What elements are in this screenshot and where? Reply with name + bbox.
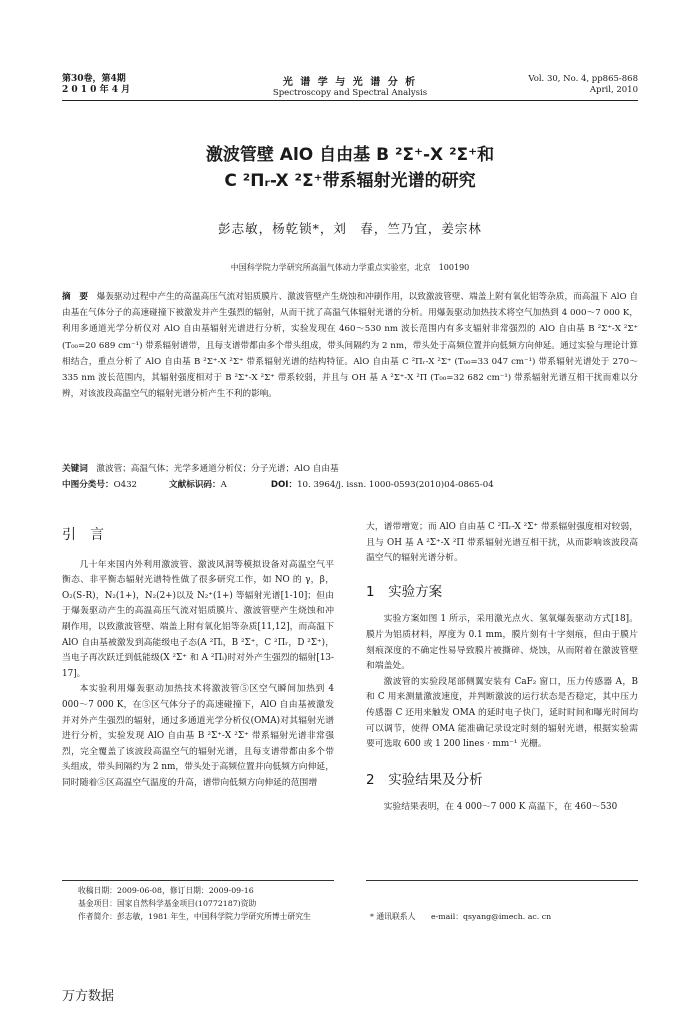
footnotes	[78, 884, 368, 923]
title-line-2: C ²Πᵣ-X ²Σ⁺带系辐射光谱的研究	[224, 171, 476, 191]
footnote-corresponding: * 通讯联系人 e-mail：qsyang@imech. ac. cn	[370, 912, 552, 921]
right-column	[366, 520, 638, 816]
header-rule	[62, 100, 638, 101]
intro-paragraph-1: 几十年来国内外利用激波管、激波风洞等模拟设备对高温空气平衡态、非平衡态辐射光谱特性做了很多研究工作，如 NO 的 γ，β，O₂(S-R)，N₂(1+)，N₂(2+)以及 N₂⁺(1+) 等辐射光谱[1-10]；但由于爆轰驱动产生的高温高压气流对铝质膜片、激波管壁产生烧蚀和冲刷作用，以致激波管壁、端盖上附有氧化铝等杂质[11,12]，而高温下 AlO 自由基被激发到高能级电子态(A ²Πᵢ，B ²Σ⁺，C ²Πᵣ，D ²Σ⁺)，当电子再次跃迁到低能级(X ²Σ⁺ 和 A ²Πᵢ)时对外产生强烈的辐射[13-17]。	[62, 559, 334, 679]
title-line-1: 激波管壁 AlO 自由基 B ²Σ⁺-X ²Σ⁺和	[205, 145, 495, 165]
clc-label: 中图分类号：	[62, 480, 114, 490]
abstract-label: 摘 要	[62, 292, 88, 302]
footnote-bio: 作者简介：彭志敏，1981 年生，中国科学院力学研究所博士研究生	[78, 912, 311, 921]
left-column	[62, 528, 334, 792]
section1-paragraph-2: 激波管的实验段尾部侧翼安装有 CaF₂ 窗口，压力传感器 A，B 和 C 用来测量激波速度，并判断激波的运行状态是否稳定，其中压力传感器 C 还用来触发 OMA 的延时电子快门，延时时间和曝光时间均可以调节，使得 OMA 能准确记录设定时刻的辐射光谱，根据实验需要可选取 600 或 1 200 lines · mm⁻¹ 光栅。	[366, 676, 638, 750]
journal-cn: 光 谱 学 与 光 谱 分 析	[282, 77, 418, 88]
keywords-text: 激波管；高温气体；光学多通道分析仪；分子光谱；AlO 自由基	[96, 464, 339, 474]
abstract-text: 爆轰驱动过程中产生的高温高压气流对铝质膜片、激波管壁产生烧蚀和冲刷作用，以致激波管壁、端盖上附有氧化铝等杂质，而高温下 AlO 自由基在气体分子的高速碰撞下被激发并产生强烈的辐射，从而干扰了高温气体辐射光谱的分析。用爆轰驱动加热技术将空气加热到 4 000～7 000 K，利用多通道光学分析仪对 AlO 自由基辐射光谱进行分析，实验发现在 460～530 nm 波长范围内有多支辐射非常强烈的 AlO 自由基 B ²Σ⁺-X ²Σ⁺ (T₀₀=20 689 cm⁻¹) 带系辐射谱带，且每支谱带都由多个带头组成，带头间隔约为 2 nm，带头处于高频位置并向低频方向伸延。通过实验与理论计算相结合，重点分析了 AlO 自由基 B ²Σ⁺-X ²Σ⁺ 带系辐射光谱的结构特征。AlO 自由基 C ²Πᵣ-X ²Σ⁺ (T₀₀=33 047 cm⁻¹) 带系辐射光谱处于 270～335 nm 波长范围内，其辐射强度相对于 B ²Σ⁺-X ²Σ⁺ 带系较弱，并且与 OH 基 A ²Σ⁺-X ²Π (T₀₀=32 682 cm⁻¹) 带系辐射光谱互相干扰而难以分辨，对该波段高温空气的辐射光谱分析产生不利的影响。	[62, 292, 638, 400]
footnote-funding: 基金项目：国家自然科学基金项目(10772187)资助	[78, 899, 257, 908]
paper-title	[0, 142, 700, 194]
header-volume-en	[528, 74, 638, 96]
section1-paragraph-1: 实验方案如图 1 所示，采用激光点火、氢氧爆轰驱动方式[18]。膜片为铝质材料，厚度为 0.1 mm，膜片刻有十字刻痕，但由于膜片刻痕深度的不确定性易导致膜片被撕碎、烧蚀，从而附着在激波管壁和端盖处。	[366, 614, 638, 672]
footnote-received: 收稿日期：2009-06-08，修订日期：2009-09-16	[78, 886, 254, 895]
intro-heading: 引 言	[62, 527, 104, 543]
doi: 10. 3964/j. issn. 1000-0593(2010)04-0865-04	[297, 480, 494, 490]
intro-continuation: 大，谱带增宽；而 AlO 自由基 C ²Πᵣ-X ²Σ⁺ 带系辐射强度相对较弱，且与 OH 基 A ²Σ⁺-X ²Π 带系辐射光谱互相干扰，从而影响该波段高温空气的辐射光谱分析。	[366, 522, 638, 564]
keywords	[62, 462, 638, 477]
date-en: April, 2010	[589, 85, 638, 95]
doi-label: DOI：	[270, 480, 298, 490]
clc-code: O432	[113, 480, 138, 490]
footnote-rule-left	[62, 880, 334, 881]
volume-en: Vol. 30, No. 4, pp865-868	[528, 74, 638, 84]
keywords-label: 关键词	[62, 464, 88, 474]
affiliation: 中国科学院力学研究所高温气体动力学重点实验室，北京 100190	[230, 263, 470, 272]
doc-code: A	[220, 480, 227, 490]
doc-label: 文献标识码：	[169, 480, 221, 490]
authors: 彭志敏，杨乾锁*，刘 春，竺乃宜，姜宗林	[218, 221, 482, 236]
section1-heading: 1 实验方案	[366, 583, 443, 600]
footnote-rule-right	[366, 880, 638, 881]
abstract	[62, 289, 638, 402]
classification	[62, 478, 638, 493]
section2-heading: 2 实验结果及分析	[366, 771, 483, 788]
journal-en: Spectroscopy and Spectral Analysis	[272, 88, 428, 98]
watermark: 万方数据	[62, 989, 115, 1004]
section2-paragraph-start: 实验结果表明，在 4 000～7 000 K 高温下，在 460～530	[383, 802, 618, 813]
volume-cn: 第30卷，第4期	[62, 74, 126, 84]
intro-paragraph-2: 本实验利用爆轰驱动加热技术将激波管⑤区空气瞬间加热到 4 000～7 000 K，在⑤区气体分子的高速碰撞下，AlO 自由基被激发并对外产生强烈的辐射，通过多通道光学分析仪(OMA)对其辐射光谱进行分析，实验发现 AlO 自由基 B ²Σ⁺-X ²Σ⁺ 带系辐射光谱非常强烈，完全覆盖了该波段高温空气的辐射光谱，且每支谱带都由多个带头组成，带头间隔约为 2 nm，带头处于高频位置并向低频方向伸延，同时随着⑤区高温空气温度的升高，谱带向低频方向伸延的范围增	[62, 684, 334, 788]
date-cn: 2 0 1 0 年 4 月	[62, 85, 131, 95]
